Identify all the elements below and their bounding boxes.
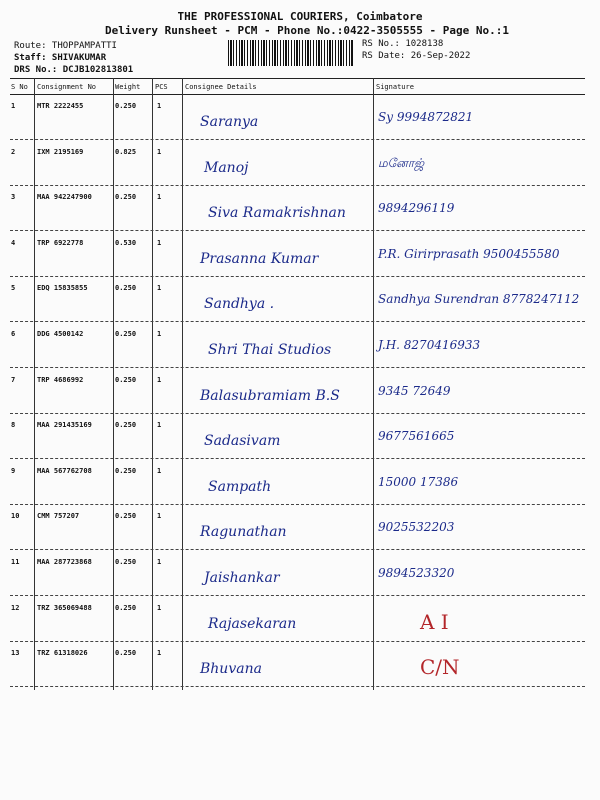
consignee-handwritten-name: Rajasekaran <box>208 615 297 632</box>
row-pcs: 1 <box>157 649 162 658</box>
row-weight: 0.250 <box>115 466 137 475</box>
table-row <box>0 98 600 142</box>
row-sno: 10 <box>11 512 20 521</box>
table-row <box>0 235 600 279</box>
row-pcs: 1 <box>157 603 162 612</box>
rs-number: RS No.: 1028138 <box>362 39 444 49</box>
table-row <box>0 144 600 188</box>
row-consignment-no: EDQ 15835855 <box>37 284 88 293</box>
consignee-handwritten-name: Jaishankar <box>204 570 280 586</box>
row-separator <box>10 321 585 322</box>
signature-handwritten: J.H. 8270416933 <box>378 338 481 352</box>
table-row <box>0 645 600 689</box>
row-weight: 0.250 <box>115 603 137 612</box>
signature-handwritten: 15000 17386 <box>378 474 459 489</box>
row-separator <box>10 413 585 414</box>
rs-date: RS Date: 26-Sep-2022 <box>362 51 471 61</box>
row-pcs: 1 <box>157 330 162 338</box>
signature-handwritten: Sandhya Surendran 8778247112 <box>378 292 580 307</box>
row-pcs: 1 <box>157 284 162 293</box>
consignee-handwritten-name: Sandhya . <box>204 296 275 313</box>
signature-handwritten: 9894523320 <box>378 566 455 580</box>
route-label: Route: THOPPAMPATTI <box>14 41 117 51</box>
row-consignment-no: MAA 291435169 <box>37 421 92 430</box>
row-weight: 0.250 <box>115 375 137 384</box>
route-info <box>14 40 133 76</box>
row-consignment-no: CMM 757207 <box>37 512 80 521</box>
col-head-sno: S No <box>11 83 28 91</box>
row-weight: 0.250 <box>115 649 137 658</box>
row-sno: 9 <box>11 466 16 475</box>
consignee-handwritten-name: Manoj <box>204 159 249 176</box>
row-sno: 13 <box>11 649 20 658</box>
col-head-pcs: PCS <box>155 83 168 91</box>
row-separator <box>10 504 585 505</box>
row-weight: 0.250 <box>115 421 137 430</box>
consignee-handwritten-name: Ragunathan <box>200 524 287 541</box>
barcode-image <box>228 40 354 66</box>
header-top-rule <box>10 78 585 79</box>
row-separator <box>10 549 585 550</box>
row-separator <box>10 230 585 231</box>
row-weight: 0.250 <box>115 330 137 338</box>
row-pcs: 1 <box>157 421 162 430</box>
row-separator <box>10 367 585 368</box>
row-sno: 1 <box>11 102 16 110</box>
row-separator <box>10 276 585 277</box>
staff-label: Staff: SHIVAKUMAR <box>14 53 107 63</box>
consignee-handwritten-name: Sampath <box>208 478 272 495</box>
row-separator <box>10 139 585 140</box>
row-sno: 12 <box>11 603 20 612</box>
row-weight: 0.250 <box>115 558 137 566</box>
row-separator <box>10 641 585 642</box>
signature-handwritten: 9677561665 <box>378 429 455 444</box>
row-separator <box>10 686 585 687</box>
row-separator <box>10 458 585 459</box>
table-row <box>0 280 600 324</box>
row-consignment-no: MAA 287723868 <box>37 558 92 566</box>
col-head-weight: Weight <box>115 83 141 91</box>
table-row <box>0 189 600 233</box>
signature-handwritten: 9894296119 <box>378 201 455 216</box>
row-consignment-no: DDG 4500142 <box>37 330 84 338</box>
row-sno: 3 <box>11 193 16 202</box>
row-sno: 11 <box>11 558 20 566</box>
table-row <box>0 600 600 644</box>
row-consignment-no: MAA 567762708 <box>37 466 92 475</box>
consignee-handwritten-name: Saranya <box>200 114 259 130</box>
row-consignment-no: MAA 942247900 <box>37 193 92 202</box>
table-row <box>0 463 600 507</box>
col-head-consignee: Consignee Details <box>185 83 257 91</box>
row-pcs: 1 <box>157 558 162 566</box>
header-bottom-rule <box>10 94 585 95</box>
col-head-consignment: Consignment No <box>37 83 97 91</box>
row-sno: 2 <box>11 147 16 156</box>
signature-handwritten: P.R. Girirprasath 9500455580 <box>378 246 560 261</box>
drs-number: DRS No.: DCJB102813801 <box>14 65 134 75</box>
consignee-handwritten-name: Balasubramiam B.S <box>200 387 340 404</box>
signature-handwritten: Sy 9994872821 <box>378 110 474 124</box>
row-consignment-no: TRP 4686992 <box>37 375 84 384</box>
rs-info <box>362 38 470 62</box>
row-pcs: 1 <box>157 193 162 202</box>
row-sno: 6 <box>11 330 16 338</box>
row-weight: 0.250 <box>115 512 137 521</box>
table-row <box>0 417 600 461</box>
signature-handwritten: 9345 72649 <box>378 383 451 398</box>
row-sno: 4 <box>11 238 16 247</box>
signature-handwritten: மனோஜ் <box>378 155 425 170</box>
table-row <box>0 326 600 370</box>
row-weight: 0.825 <box>115 147 137 156</box>
table-row <box>0 554 600 598</box>
row-consignment-no: TRP 6922778 <box>37 238 84 247</box>
row-weight: 0.250 <box>115 193 137 202</box>
table-row <box>0 508 600 552</box>
consignee-handwritten-name: Siva Ramakrishnan <box>208 205 346 222</box>
consignee-handwritten-name: Shri Thai Studios <box>208 342 332 358</box>
row-consignment-no: IXM 2195169 <box>37 147 84 156</box>
company-title: THE PROFESSIONAL COURIERS, Coimbatore <box>177 10 423 23</box>
row-consignment-no: TRZ 61318026 <box>37 649 88 658</box>
col-head-signature: Signature <box>376 83 414 91</box>
signature-handwritten: 9025532203 <box>378 520 455 535</box>
row-weight: 0.530 <box>115 238 137 247</box>
table-row <box>0 372 600 416</box>
consignee-handwritten-name: Bhuvana <box>200 661 262 678</box>
row-sno: 5 <box>11 284 16 293</box>
row-sno: 7 <box>11 375 16 384</box>
row-consignment-no: TRZ 365069488 <box>37 603 92 612</box>
row-consignment-no: MTR 2222455 <box>37 102 84 110</box>
row-pcs: 1 <box>157 102 162 110</box>
signature-handwritten: A I <box>420 609 449 634</box>
row-sno: 8 <box>11 421 16 430</box>
consignee-handwritten-name: Prasanna Kumar <box>200 250 319 267</box>
row-pcs: 1 <box>157 238 162 247</box>
row-pcs: 1 <box>157 512 162 521</box>
row-separator <box>10 595 585 596</box>
signature-handwritten: C/N <box>420 655 460 680</box>
row-weight: 0.250 <box>115 102 137 110</box>
row-pcs: 1 <box>157 375 162 384</box>
row-weight: 0.250 <box>115 284 137 293</box>
row-pcs: 1 <box>157 147 162 156</box>
runsheet-subtitle: Delivery Runsheet - PCM - Phone No.:0422-3505555 - Page No.:1 <box>105 24 509 37</box>
consignee-handwritten-name: Sadasivam <box>204 433 281 450</box>
row-separator <box>10 185 585 186</box>
row-pcs: 1 <box>157 466 162 475</box>
